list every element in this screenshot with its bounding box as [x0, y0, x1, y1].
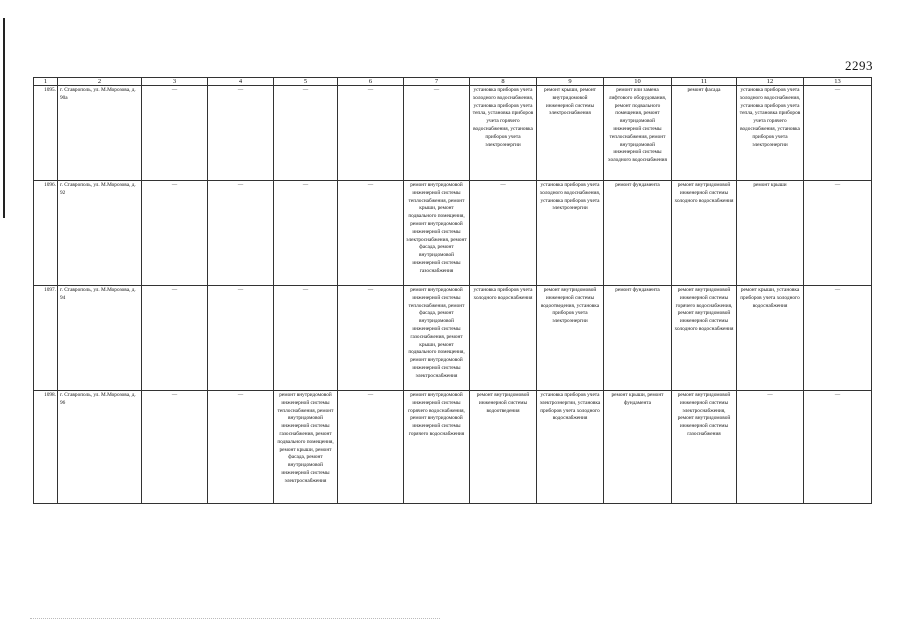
- work-cell: установка приборов учета холодного водоснабжения, установка приборов учета тепла, установка приборов учета горячего водоснабжения, установка приборов учета электроэнергии: [470, 86, 537, 181]
- work-cell: ремонт внутридомовой инженерной системы горячего водоснабжения, ремонт внутридомовой инженерной системы горячего водоснабжения: [404, 391, 470, 504]
- empty-cell: —: [208, 286, 274, 391]
- row-number: 1098.: [34, 391, 58, 504]
- page-number: 2293: [845, 58, 873, 73]
- work-cell: ремонт фундамента: [604, 181, 672, 286]
- column-header: 2: [58, 78, 142, 86]
- work-cell: ремонт или замена лифтового оборудования, ремонт подвального помещения, ремонт внутридомовой инженерной системы теплоснабжения, ремонт внутридомовой инженерной системы холодного водоснабжения: [604, 86, 672, 181]
- table-row: [34, 86, 872, 181]
- empty-cell: —: [274, 86, 338, 181]
- column-header: 7: [404, 78, 470, 86]
- empty-cell: —: [208, 181, 274, 286]
- row-number: 1095.: [34, 86, 58, 181]
- address-cell: г. Ставрополь, ул. М.Морозова, д. 92: [58, 181, 142, 286]
- empty-cell: —: [142, 181, 208, 286]
- work-cell: ремонт внутридомовой инженерной системы теплоснабжения, ремонт крыши, ремонт подвального помещения, ремонт внутридомовой инженерной системы электроснабжения, ремонт фасада, ремонт внутридомовой инженерной системы газоснабжения: [404, 181, 470, 286]
- empty-cell: —: [274, 181, 338, 286]
- work-cell: ремонт внутридомовой инженерной системы теплоснабжения, ремонт внутридомовой инженерной системы газоснабжения, ремонт подвального помещения, ремонт крыши, ремонт фасада, ремонт внутридомовой инженерной системы электроснабжения: [274, 391, 338, 504]
- work-cell: ремонт внутридомовой инженерной системы холодного водоснабжения: [672, 181, 737, 286]
- table-row: [34, 286, 872, 391]
- column-header: 11: [672, 78, 737, 86]
- empty-cell: —: [142, 286, 208, 391]
- column-header: 9: [537, 78, 604, 86]
- row-number: 1096.: [34, 181, 58, 286]
- work-cell: установка приборов учета холодного водоснабжения: [470, 286, 537, 391]
- empty-cell: —: [338, 86, 404, 181]
- empty-cell: —: [338, 286, 404, 391]
- work-cell: ремонт внутридомовой инженерной системы теплоснабжения, ремонт фасада, ремонт внутридомовой инженерной системы газоснабжения, ремонт крыши, ремонт подвального помещения, ремонт внутридомовой инженерной системы электроснабжения: [404, 286, 470, 391]
- empty-cell: —: [208, 391, 274, 504]
- column-header: 4: [208, 78, 274, 86]
- work-cell: установка приборов учета холодного водоснабжения, установка приборов учета тепла, установка приборов учета горячего водоснабжения, установка приборов учета электроэнергии: [737, 86, 804, 181]
- column-header: 12: [737, 78, 804, 86]
- work-cell: ремонт фундамента: [604, 286, 672, 391]
- empty-cell: —: [338, 391, 404, 504]
- empty-cell: —: [737, 391, 804, 504]
- column-header: 13: [804, 78, 872, 86]
- row-number: 1097.: [34, 286, 58, 391]
- work-cell: ремонт крыши: [737, 181, 804, 286]
- empty-cell: —: [208, 86, 274, 181]
- work-cell: ремонт внутридомовой инженерной системы водоотведения: [470, 391, 537, 504]
- work-cell: ремонт фасада: [672, 86, 737, 181]
- address-cell: г. Ставрополь, ул. М.Морозова, д. 94: [58, 286, 142, 391]
- empty-cell: —: [470, 181, 537, 286]
- column-header: 5: [274, 78, 338, 86]
- empty-cell: —: [142, 391, 208, 504]
- table-row: [34, 181, 872, 286]
- work-cell: ремонт крыши, ремонт внутридомовой инженерной системы электроснабжения: [537, 86, 604, 181]
- scan-margin-bar: [3, 18, 5, 218]
- work-cell: ремонт внутридомовой инженерной системы горячего водоснабжения, ремонт внутридомовой инженерной системы холодного водоснабжения: [672, 286, 737, 391]
- column-number-row: [34, 78, 872, 86]
- work-cell: установка приборов учета холодного водоснабжения, установка приборов учета электроэнергии: [537, 181, 604, 286]
- work-cell: ремонт внутридомовой инженерной системы водоотведения, установка приборов учета электроэнергии: [537, 286, 604, 391]
- column-header: 1: [34, 78, 58, 86]
- table-row: [34, 391, 872, 504]
- column-header: 10: [604, 78, 672, 86]
- empty-cell: —: [338, 181, 404, 286]
- repair-schedule-table: [33, 77, 872, 504]
- empty-cell: —: [142, 86, 208, 181]
- scan-noise-line: [30, 618, 440, 620]
- work-cell: ремонт крыши, установка приборов учета холодного водоснабжения: [737, 286, 804, 391]
- column-header: 3: [142, 78, 208, 86]
- work-cell: ремонт внутридомовой инженерной системы электроснабжения, ремонт внутридомовой инженерной системы газоснабжения: [672, 391, 737, 504]
- empty-cell: —: [804, 86, 872, 181]
- column-header: 6: [338, 78, 404, 86]
- empty-cell: —: [274, 286, 338, 391]
- empty-cell: —: [804, 391, 872, 504]
- empty-cell: —: [404, 86, 470, 181]
- column-header: 8: [470, 78, 537, 86]
- empty-cell: —: [804, 286, 872, 391]
- work-cell: установка приборов учета электроэнергии, установка приборов учета холодного водоснабжения: [537, 391, 604, 504]
- address-cell: г. Ставрополь, ул. М.Морозова, д. 90а: [58, 86, 142, 181]
- work-cell: ремонт крыши, ремонт фундамента: [604, 391, 672, 504]
- empty-cell: —: [804, 181, 872, 286]
- address-cell: г. Ставрополь, ул. М.Морозова, д. 96: [58, 391, 142, 504]
